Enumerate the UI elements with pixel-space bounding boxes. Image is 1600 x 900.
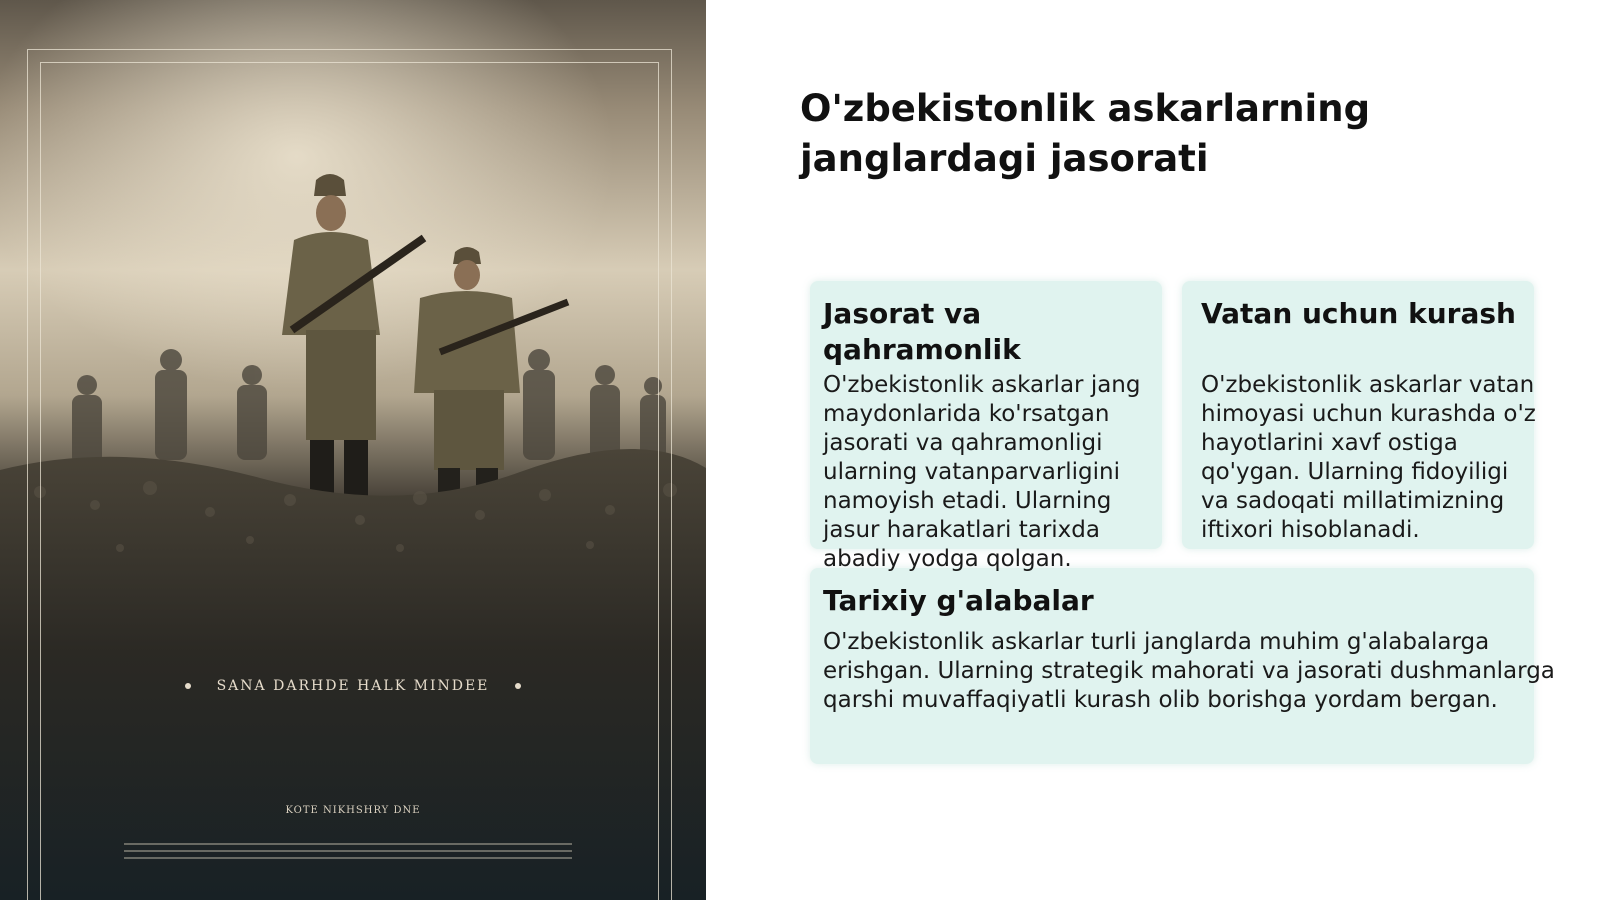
card-heading: Tarixiy g'alabalar [823,584,1094,617]
poster-caption-row [0,674,706,698]
poster-subcaption: KOTE NIKHSHRY DNE [285,805,421,816]
card-heading: Vatan uchun kurash [1201,297,1516,330]
poster-caption: SANA DARHDE HALK MINDEE [216,678,490,694]
poster-image [0,0,706,900]
card-heading: Jasorat va qahramonlik [823,297,1021,366]
poster-fine-print [124,843,572,864]
slide-title: O'zbekistonlik askarlarning janglardagi jasorati [800,87,1371,180]
bullet-dot-icon [185,683,191,689]
bullet-dot-icon [515,683,521,689]
card-body-text: O'zbekistonlik askarlar turli janglarda muhim g'alabalarga erishgan. Ularning strategik mahorati va jasorati dushmanlarga qarshi muvaffaqiyatli kurash olib borishga yordam bergan. [823,629,1555,713]
poster-frame-inner [40,62,659,900]
card-body-text: O'zbekistonlik askarlar vatan himoyasi uchun kurashda o'z hayotlarini xavf ostiga qo'ygan. Ularning fidoyiligi va sadoqati millatimizning iftixori hisoblanadi. [1201,372,1536,543]
card-body-text: O'zbekistonlik askarlar jang maydonlarida ko'rsatgan jasorati va qahramonligi ularning vatanparvarligini namoyish etadi. Ularning jasur harakatlari tarixda abadiy yodga qolgan. [823,372,1141,572]
